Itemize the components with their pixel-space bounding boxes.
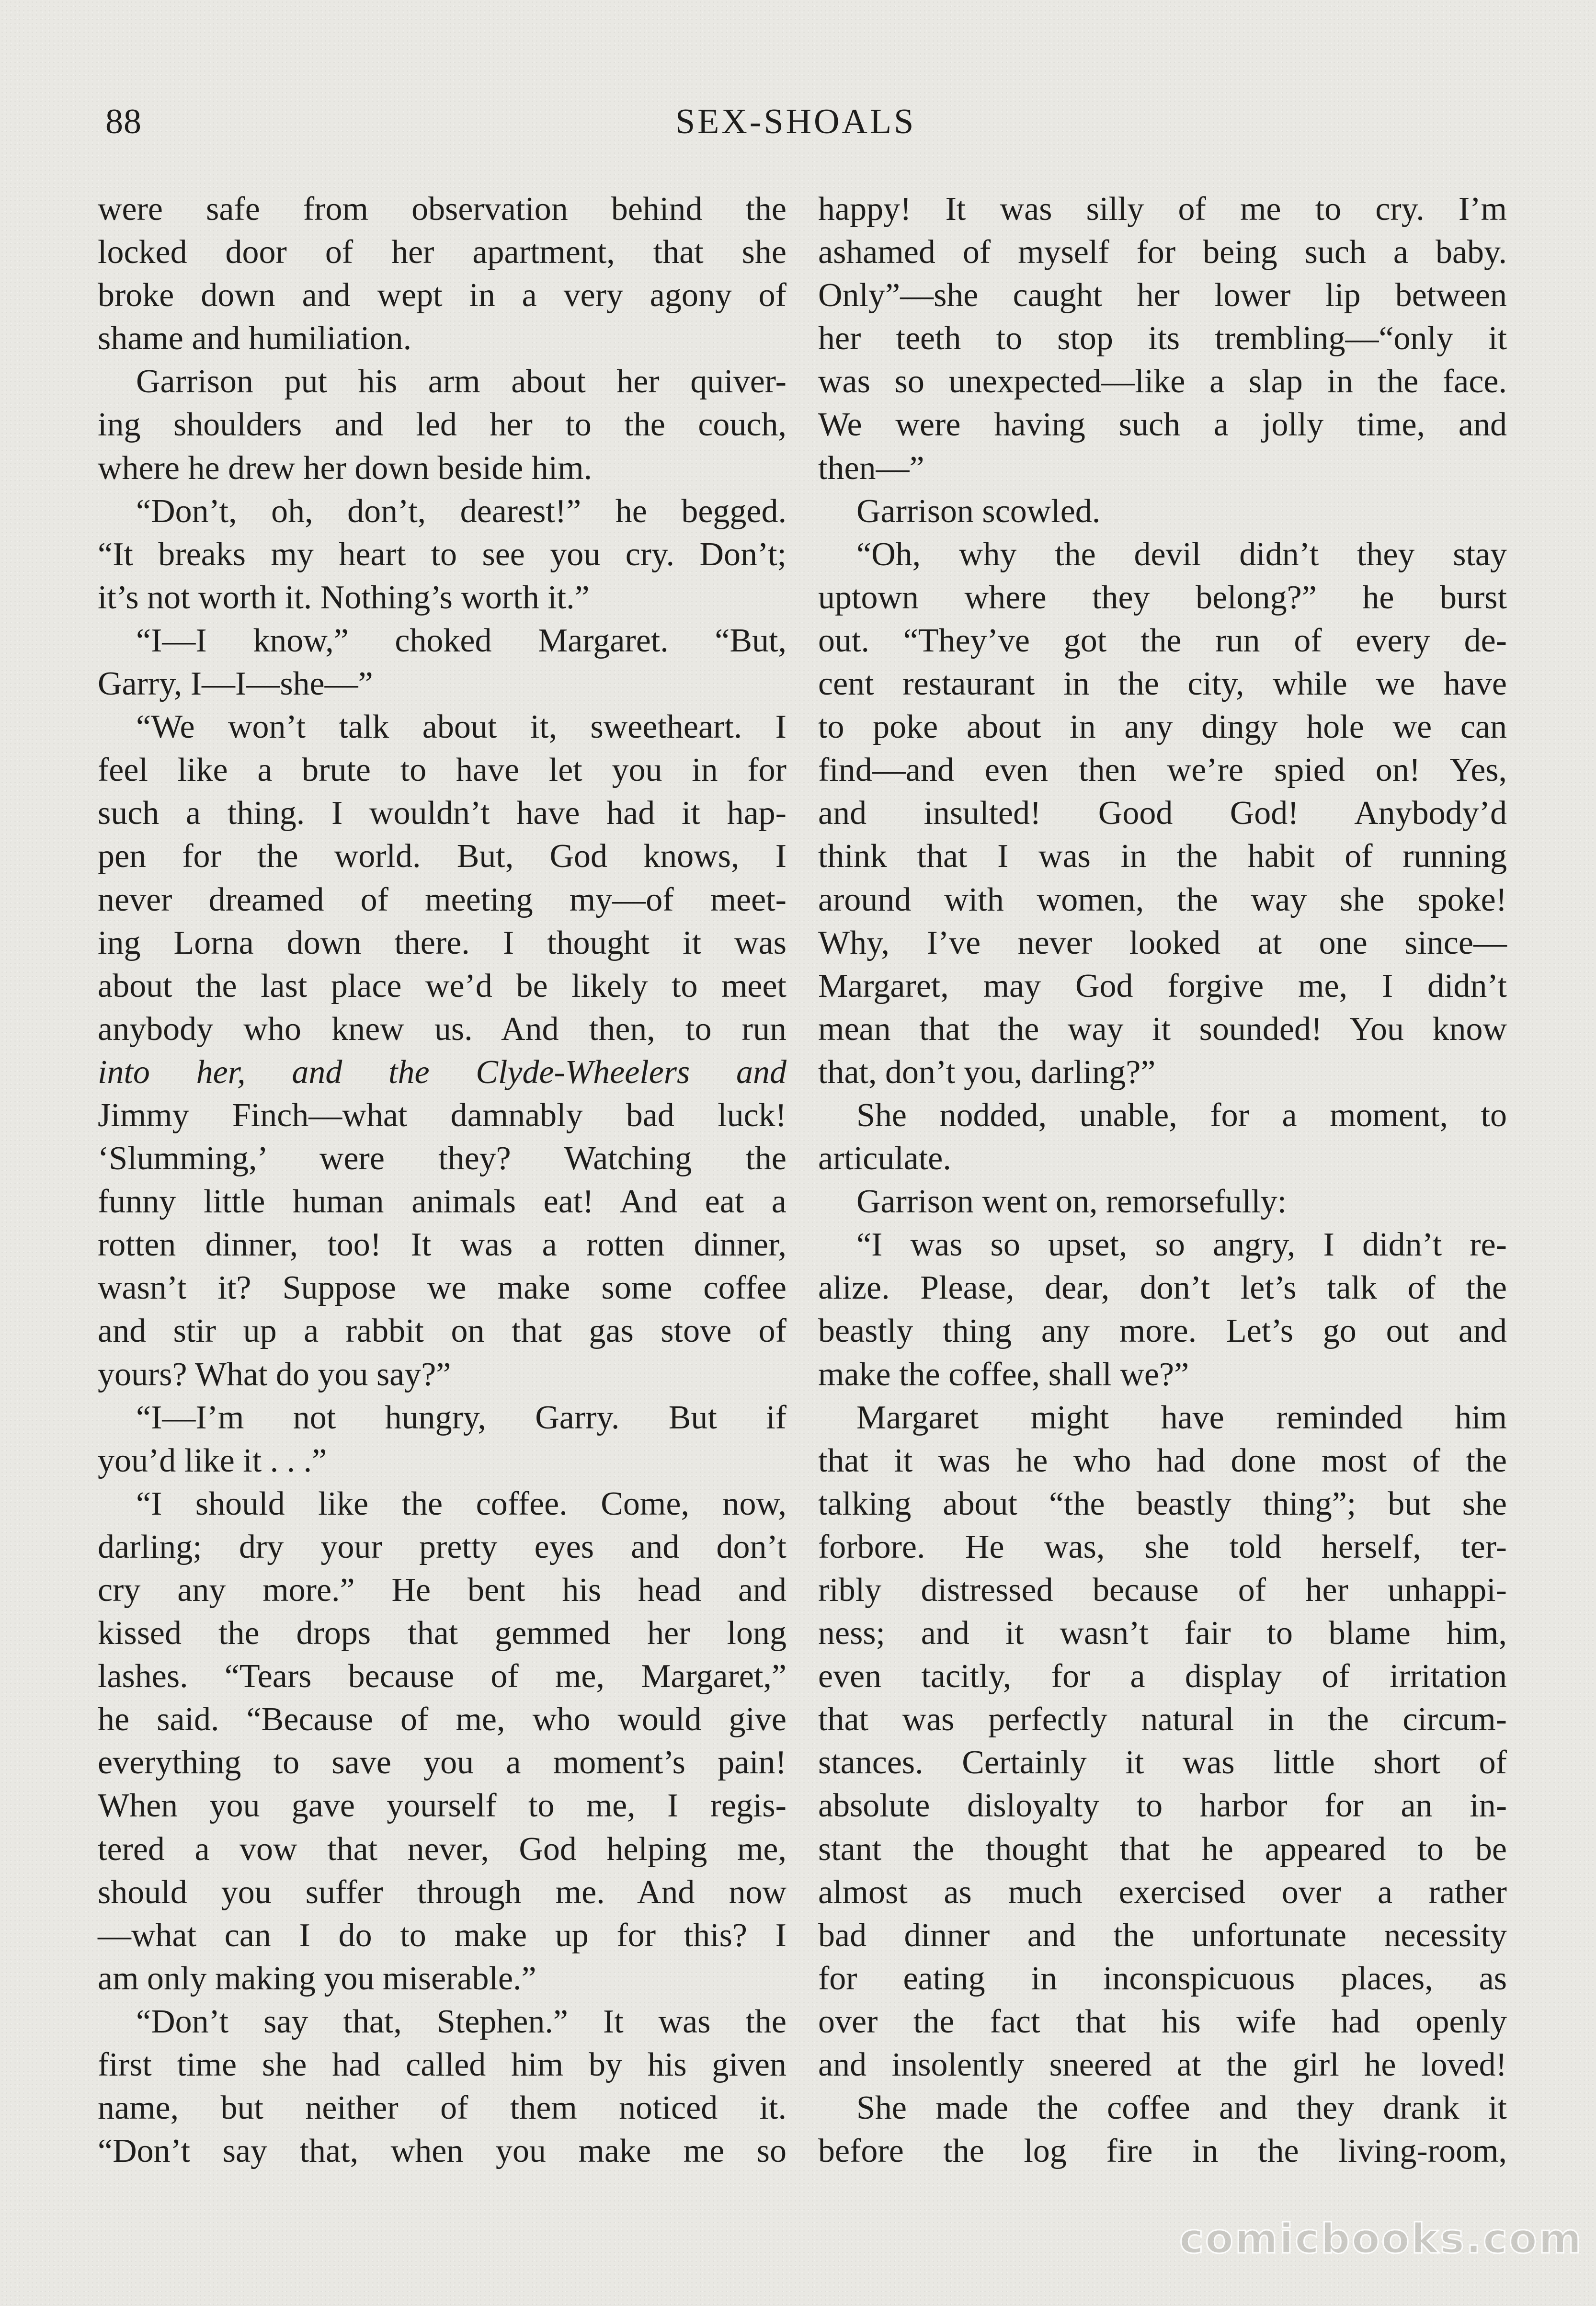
text-line: shame and humiliation.: [98, 320, 412, 357]
text-line: ribly distressed because of her unhappi-: [818, 1572, 1507, 1609]
text-line: “I was so upset, so angry, I didn’t re-: [856, 1226, 1507, 1264]
text-line: never dreamed of meeting my—of meet-: [98, 881, 787, 918]
text-line: her teeth to stop its trembling—“only it: [818, 320, 1507, 357]
text-column-left: [98, 188, 787, 2173]
text-line: feel like a brute to have let you in for: [98, 752, 787, 789]
text-line: think that I was in the habit of running: [818, 838, 1507, 875]
text-line: cent restaurant in the city, while we have: [818, 665, 1507, 703]
text-line: uptown where they belong?” he burst: [818, 579, 1507, 616]
text-line: were safe from observation behind the: [98, 191, 787, 228]
text-line: that it was he who had done most of the: [818, 1442, 1507, 1479]
text-line: Why, I’ve never looked at one since—: [818, 924, 1507, 961]
text-line: you’d like it . . .”: [98, 1442, 327, 1479]
text-line: Margaret, may God forgive me, I didn’t: [818, 967, 1507, 1005]
text-line: and stir up a rabbit on that gas stove of: [98, 1313, 787, 1350]
text-line: “Don’t, oh, don’t, dearest!” he begged.: [136, 492, 787, 530]
text-line: stances. Certainly it was little short of: [818, 1744, 1507, 1781]
text-line: first time she had called him by his given: [98, 2046, 787, 2084]
text-line: such a thing. I wouldn’t have had it hap-: [98, 795, 787, 832]
text-line: “I—I know,” choked Margaret. “But,: [136, 622, 787, 659]
text-line: darling; dry your pretty eyes and don’t: [98, 1528, 787, 1565]
text-line: When you gave yourself to me, I regis-: [98, 1787, 787, 1825]
text-line: tered a vow that never, God helping me,: [98, 1830, 787, 1868]
text-line: Garrison put his arm about her quiver-: [136, 363, 787, 400]
text-line: Garry, I—I—she—”: [98, 665, 373, 703]
text-line: articulate.: [818, 1140, 951, 1177]
text-line: it’s not worth it. Nothing’s worth it.”: [98, 579, 590, 616]
text-line: forbore. He was, she told herself, ter-: [818, 1528, 1507, 1565]
text-line: Only”—she caught her lower lip between: [818, 277, 1507, 314]
text-line: Garrison scowled.: [856, 492, 1101, 530]
text-line: bad dinner and the unfortunate necessity: [818, 1917, 1507, 1954]
text-line: happy! It was silly of me to cry. I’m: [818, 191, 1507, 228]
text-line: mean that the way it sounded! You know: [818, 1010, 1507, 1048]
text-column-right: [818, 188, 1507, 2173]
text-line: ashamed of myself for being such a baby.: [818, 234, 1507, 271]
watermark: comicbooks.com: [1179, 2215, 1583, 2263]
text-line: funny little human animals eat! And eat a: [98, 1183, 787, 1221]
text-line: lashes. “Tears because of me, Margaret,”: [98, 1658, 787, 1695]
text-line: stant the thought that he appeared to be: [818, 1830, 1507, 1868]
text-line: he said. “Because of me, who would give: [98, 1701, 787, 1738]
text-line: should you suffer through me. And now: [98, 1873, 787, 1911]
text-line: to poke about in any dingy hole we can: [818, 708, 1507, 746]
running-head: SEX-SHOALS: [675, 102, 916, 141]
text-line: alize. Please, dear, don’t let’s talk of the: [818, 1269, 1507, 1307]
text-line: absolute disloyalty to harbor for an in-: [818, 1787, 1507, 1825]
text-line: We were having such a jolly time, and: [818, 406, 1507, 444]
text-line: and insulted! Good God! Anybody’d: [818, 795, 1507, 832]
text-line: cry any more.” He bent his head and: [98, 1572, 787, 1609]
page-header: [0, 102, 1596, 145]
text-line: talking about “the beastly thing”; but she: [818, 1485, 1507, 1522]
text-line: out. “They’ve got the run of every de-: [818, 622, 1507, 659]
text-line: before the log fire in the living-room,: [818, 2133, 1507, 2170]
text-line: yours? What do you say?”: [98, 1356, 451, 1393]
text-line: and insolently sneered at the girl he loved!: [818, 2046, 1507, 2084]
text-line: wasn’t it? Suppose we make some coffee: [98, 1269, 787, 1307]
text-line: beastly thing any more. Let’s go out and: [818, 1313, 1507, 1350]
text-line: She made the coffee and they drank it: [856, 2089, 1507, 2127]
text-line: name, but neither of them noticed it.: [98, 2089, 787, 2127]
page-number: 88: [105, 102, 142, 141]
text-line: that, don’t you, darling?”: [818, 1053, 1156, 1091]
text-line: even tacitly, for a display of irritation: [818, 1658, 1507, 1695]
text-line: rotten dinner, too! It was a rotten dinner,: [98, 1226, 787, 1264]
text-line: was so unexpected—like a slap in the face.: [818, 363, 1507, 400]
text-line: Jimmy Finch—what damnably bad luck!: [98, 1096, 787, 1134]
text-line: almost as much exercised over a rather: [818, 1873, 1507, 1911]
text-line: ing Lorna down there. I thought it was: [98, 924, 787, 961]
text-line: find—and even then we’re spied on! Yes,: [818, 752, 1507, 789]
text-line: “Don’t say that, Stephen.” It was the: [136, 2003, 787, 2040]
text-line: that was perfectly natural in the circum-: [818, 1701, 1507, 1738]
text-line: kissed the drops that gemmed her long: [98, 1615, 787, 1652]
text-line: everything to save you a moment’s pain!: [98, 1744, 787, 1781]
text-line: about the last place we’d be likely to meet: [98, 967, 787, 1005]
text-line: She nodded, unable, for a moment, to: [856, 1096, 1507, 1134]
text-line: anybody who knew us. And then, to run: [98, 1010, 787, 1048]
text-line: “It breaks my heart to see you cry. Don’t;: [98, 536, 787, 573]
text-line: Margaret might have reminded him: [856, 1399, 1507, 1436]
text-line: where he drew her down beside him.: [98, 449, 593, 487]
text-line: ness; and it wasn’t fair to blame him,: [818, 1615, 1507, 1652]
text-line: pen for the world. But, God knows, I: [98, 838, 787, 875]
text-line: over the fact that his wife had openly: [818, 2003, 1507, 2040]
text-line: “I should like the coffee. Come, now,: [136, 1485, 787, 1522]
text-line: locked door of her apartment, that she: [98, 234, 787, 271]
text-line: make the coffee, shall we?”: [818, 1356, 1189, 1393]
text-line: am only making you miserable.”: [98, 1960, 536, 1997]
text-line: “I—I’m not hungry, Garry. But if: [136, 1399, 787, 1436]
text-line: Garrison went on, remorsefully:: [856, 1183, 1287, 1221]
text-line: ‘Slumming,’ were they? Watching the: [98, 1140, 787, 1177]
text-line: “We won’t talk about it, sweetheart. I: [136, 708, 787, 746]
text-line: ing shoulders and led her to the couch,: [98, 406, 787, 444]
text-line: for eating in inconspicuous places, as: [818, 1960, 1507, 1997]
text-line: “Don’t say that, when you make me so: [98, 2133, 787, 2170]
text-line: then—”: [818, 449, 924, 487]
text-line: into her, and the Clyde-Wheelers and: [98, 1053, 787, 1091]
text-line: broke down and wept in a very agony of: [98, 277, 787, 314]
text-line: around with women, the way she spoke!: [818, 881, 1507, 918]
text-line: “Oh, why the devil didn’t they stay: [856, 536, 1507, 573]
text-line: —what can I do to make up for this? I: [98, 1917, 787, 1954]
